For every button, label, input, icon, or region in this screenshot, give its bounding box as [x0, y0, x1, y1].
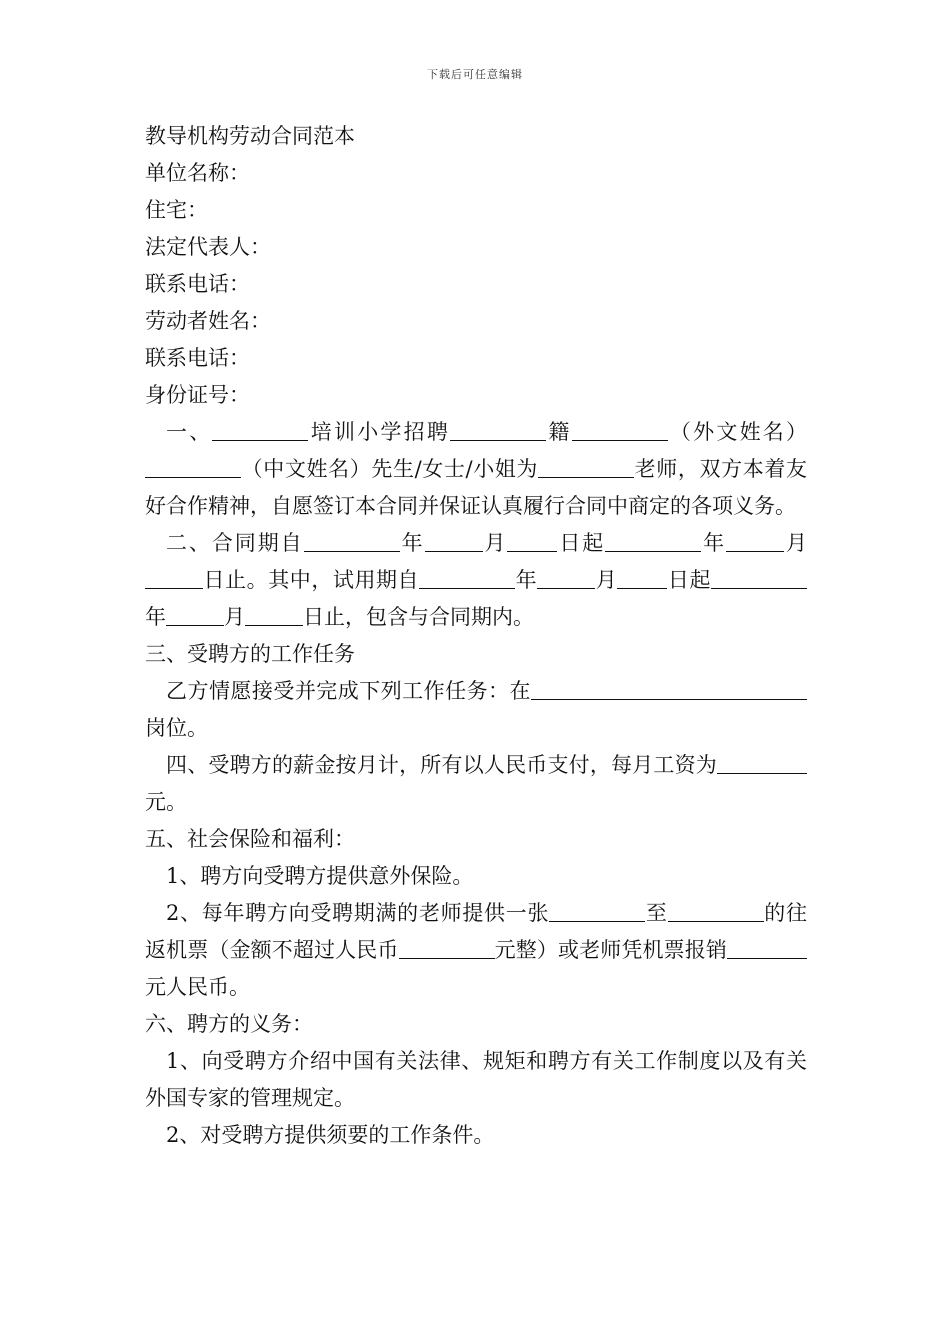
- blank-field: [775, 751, 807, 774]
- year-label: 年: [515, 568, 538, 592]
- section-6-title: 六、聘方的义务：: [145, 1012, 313, 1036]
- blank-field: [727, 936, 749, 959]
- blank-field: [717, 751, 775, 774]
- blank-field: [419, 566, 515, 589]
- blank-field: [166, 603, 224, 626]
- section-6-item-1: 1、向受聘方介绍中国有关法律、规矩和聘方有关工作制度以及有关外国专家的管理规定。: [145, 1049, 807, 1110]
- year-label: 年: [701, 531, 727, 555]
- blank-field: [145, 566, 203, 589]
- section-2-end: 日止，包含与合同期内。: [303, 605, 534, 629]
- section-3-text-b: 岗位。: [145, 716, 208, 740]
- day-start-label: 日起: [557, 531, 606, 555]
- blank-field: [538, 455, 634, 478]
- section-1-text-d: （外文姓名）: [667, 420, 808, 444]
- day-end-label: 日止。其中，试用期自: [203, 568, 420, 592]
- document-title: 教导机构劳动合同范本: [145, 124, 355, 148]
- section-3-text-a: 乙方情愿接受并完成下列工作任务：在: [166, 679, 531, 703]
- month-label: 月: [784, 531, 807, 555]
- blank-field: [617, 566, 667, 589]
- blank-field: [507, 529, 557, 552]
- section-6-item-2: 2、对受聘方提供须要的工作条件。: [166, 1123, 495, 1147]
- section-5-item-2-text-b: 至: [645, 901, 668, 925]
- blank-field: [425, 529, 483, 552]
- page-header-note: 下载后可任意编辑: [427, 68, 523, 81]
- section-5-item-2-text-a: 2、每年聘方向受聘期满的老师提供一张: [166, 901, 550, 925]
- section-5-title: 五、社会保险和福利：: [145, 827, 355, 851]
- section-2-paragraph: [145, 525, 807, 636]
- blank-field: [726, 529, 784, 552]
- blank-field: [668, 899, 764, 922]
- section-1-text-c: 籍: [546, 420, 572, 444]
- section-3-paragraph: [145, 673, 807, 747]
- section-1-text-f: 老师，双方本着友好合作精神，自愿签订本合同并保证认真履行合同中商定的各项义务。: [145, 457, 807, 518]
- year-label: 年: [399, 531, 425, 555]
- section-5-item-2: [145, 895, 807, 1006]
- section-5-item-2-text-e: 元人民币。: [145, 975, 250, 999]
- section-1-prefix: 一、: [166, 420, 213, 444]
- year-label: 年: [145, 605, 166, 629]
- section-1-paragraph: [145, 414, 807, 525]
- section-5-item-2-text-d: 元整）或老师凭机票报销: [494, 938, 727, 962]
- blank-field: [605, 529, 701, 552]
- blank-field: [549, 899, 645, 922]
- field-unit-name: 单位名称：: [145, 161, 250, 185]
- blank-field: [749, 936, 807, 959]
- field-address: 住宅：: [145, 198, 208, 222]
- field-worker-phone: 联系电话：: [145, 346, 250, 370]
- section-3-title: 三、受聘方的工作任务: [145, 642, 355, 666]
- section-2-prefix: 二、合同期自: [166, 531, 304, 555]
- section-5-item-1: 1、聘方向受聘方提供意外保险。: [166, 864, 474, 888]
- blank-field: [531, 677, 785, 700]
- blank-field: [145, 455, 241, 478]
- section-5-item-2-text-c: 的往返机票（金额不超过人民币: [145, 901, 807, 962]
- field-worker-name: 劳动者姓名：: [145, 309, 271, 333]
- blank-field: [399, 936, 495, 959]
- month-label: 月: [482, 531, 508, 555]
- blank-field: [537, 566, 595, 589]
- field-employer-phone: 联系电话：: [145, 272, 250, 296]
- blank-field: [304, 529, 400, 552]
- contract-document: [145, 118, 807, 1154]
- field-id-number: 身份证号：: [145, 383, 250, 407]
- month-label: 月: [595, 568, 618, 592]
- blank-field: [711, 566, 807, 589]
- blank-field: [450, 418, 546, 441]
- blank-field: [245, 603, 303, 626]
- section-4-text-b: 元。: [145, 790, 187, 814]
- section-1-text-b: 培训小学招聘: [308, 420, 451, 444]
- section-4-text-a: 四、受聘方的薪金按月计，所有以人民币支付，每月工资为: [166, 753, 717, 777]
- month-label: 月: [224, 605, 245, 629]
- blank-field: [212, 418, 308, 441]
- blank-field: [785, 677, 807, 700]
- day-start-label: 日起: [667, 568, 712, 592]
- field-legal-representative: 法定代表人：: [145, 235, 271, 259]
- blank-field: [572, 418, 668, 441]
- section-4-paragraph: [145, 747, 807, 821]
- section-1-text-e: （中文姓名）先生/女士/小姐为: [241, 457, 539, 481]
